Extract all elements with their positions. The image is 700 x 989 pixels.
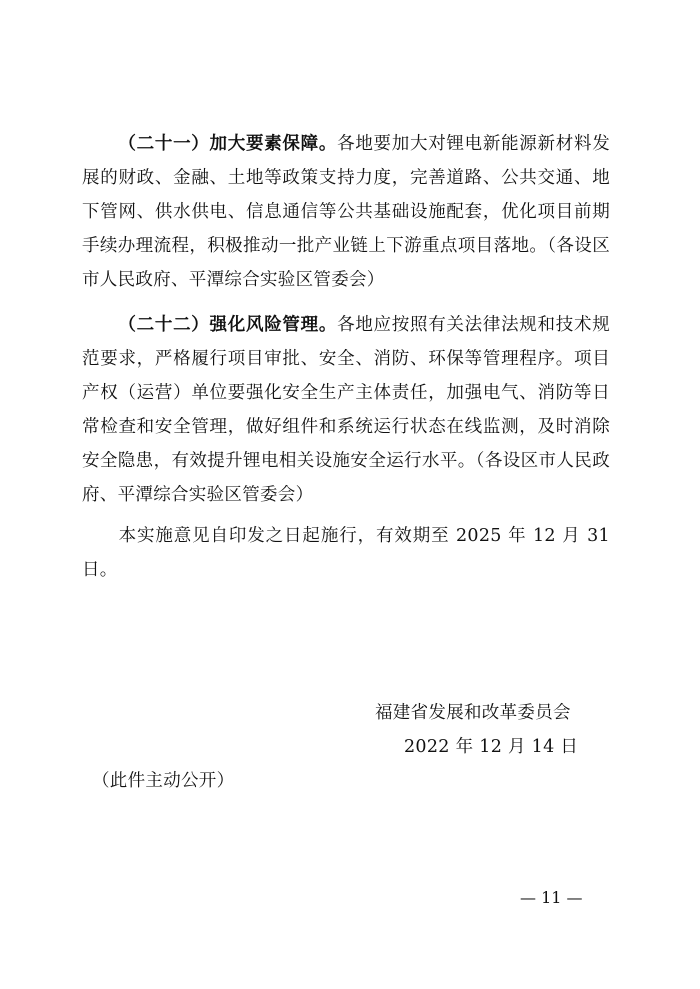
paragraph-element-guarantee bbox=[82, 127, 610, 297]
paragraph-body: 各地要加大对锂电新能源新材料发展的财政、金融、土地等政策支持力度，完善道路、公共交通、地下管网、供水供电、信息通信等公共基础设施配套，优化项目前期手续办理流程，积极推动一批产业链上下游重点项目落地。（各设区市人民政府、平潭综合实验区管委会） bbox=[82, 134, 610, 290]
paragraph-risk-management bbox=[82, 308, 610, 512]
paragraph-body: 各地应按照有关法律法规和技术规范要求，严格履行项目审批、安全、消防、环保等管理程序。项目产权（运营）单位要强化安全生产主体责任，加强电气、消防等日常检查和安全管理，做好组件和系统运行状态在线监测，及时消除安全隐患，有效提升锂电相关设施安全运行水平。（各设区市人民政府、平潭综合实验区管委会） bbox=[82, 315, 610, 505]
paragraph-body: 本实施意见自印发之日起施行，有效期至 2025 年 12 月 31 日。 bbox=[82, 526, 610, 580]
signature-organization: 福建省发展和改革委员会 bbox=[375, 703, 571, 723]
public-disclosure-note: （此件主动公开） bbox=[92, 771, 235, 791]
signature-date: 2022 年 12 月 14 日 bbox=[404, 737, 579, 757]
paragraph-effective-date bbox=[82, 519, 610, 587]
paragraph-heading: （二十一）加大要素保障。 bbox=[118, 134, 338, 154]
paragraph-heading: （二十二）强化风险管理。 bbox=[118, 315, 338, 335]
page-number: — 11 — bbox=[520, 888, 583, 907]
